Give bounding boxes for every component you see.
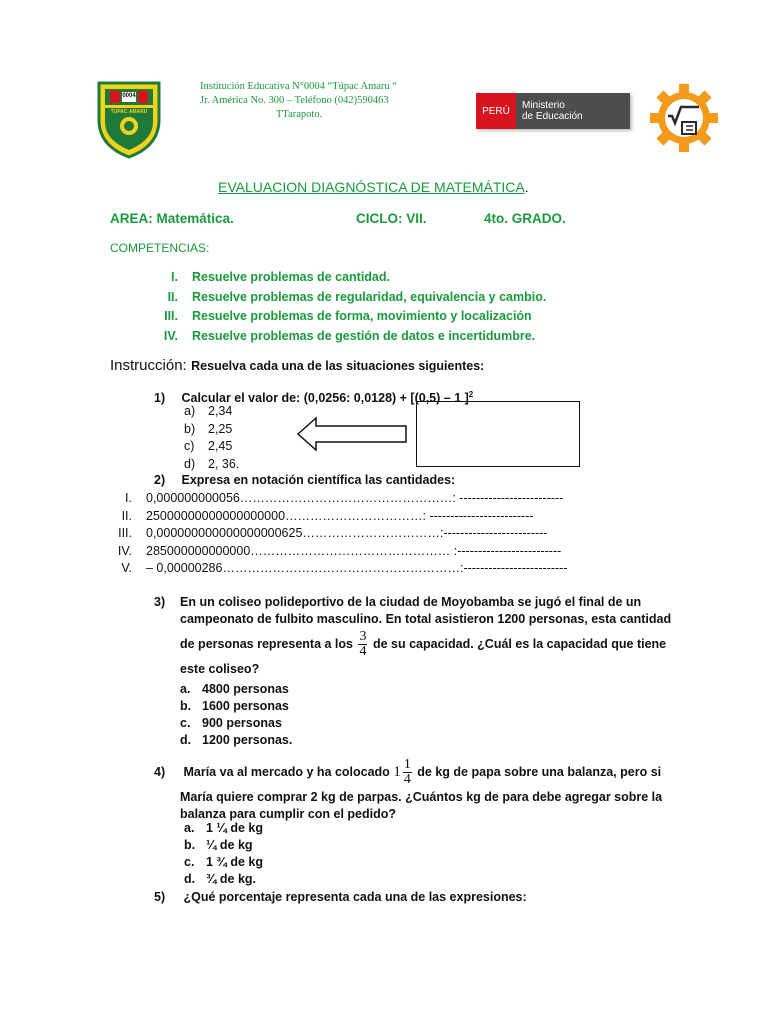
list-item: III. 0,000000000000000000625……………………………:------------------------- <box>118 526 548 540</box>
list-item: V. – 0,00000286…………………………………………………:------------------------- <box>121 561 568 575</box>
q3-options <box>180 681 292 749</box>
option-item[interactable]: a) 2,34 <box>184 404 233 418</box>
competencias-label: COMPETENCIAS: <box>110 241 210 255</box>
option-item[interactable]: c. 1 ¾ de kg <box>184 855 263 869</box>
fraction: $\frac{3}{4}$ <box>359 629 367 659</box>
question-number: 2) <box>154 473 166 487</box>
question-text: ¿Qué porcentaje representa cada una de las expresiones: <box>183 890 527 904</box>
meta-row <box>110 211 630 229</box>
math-gear-icon <box>648 82 720 154</box>
competencia-item: I. Resuelve problemas de cantidad. <box>171 270 390 284</box>
fraction: $\frac{1}{4}$ <box>403 757 411 787</box>
title-dot: . <box>524 179 529 195</box>
school-address: Jr. América No. 300 – Teléfono (042)590463 <box>200 95 389 106</box>
question-5 <box>154 889 527 906</box>
grado-label: 4to. GRADO. <box>484 211 566 226</box>
option-item[interactable]: d. 1200 personas. <box>180 733 293 747</box>
ministry-line-1: Ministerio <box>522 100 565 111</box>
competencia-item: IV. Resuelve problemas de gestión de datos e incertidumbre. <box>163 328 536 343</box>
question-text: Calcular el valor de: (0,0256: 0,0128) + [(0,5) – 1 ] <box>181 391 469 406</box>
left-arrow-icon <box>296 416 408 452</box>
area-label: AREA: Matemática. <box>110 211 234 226</box>
option-item[interactable]: b. ¼ de kg <box>184 838 253 852</box>
option-item[interactable]: d. ¾ de kg. <box>184 872 257 886</box>
option-item[interactable]: b) 2,25 <box>184 421 233 436</box>
option-item[interactable]: c) 2,45 <box>184 439 233 453</box>
instruction <box>110 357 484 375</box>
question-line: de kg de papa sobre una balanza, pero si <box>417 764 662 779</box>
option-item[interactable]: a. 1 ¼ de kg <box>184 821 263 835</box>
question-line: María quiere comprar 2 kg de parpas. ¿Cuántos kg de para debe agregar sobre la <box>180 790 663 804</box>
answer-box[interactable] <box>416 401 580 467</box>
question-line: balanza para cumplir con el pedido? <box>180 807 397 821</box>
question-line: de su capacidad. ¿Cuál es la capacidad que tiene <box>372 636 667 651</box>
ministry-logo <box>476 93 630 129</box>
exponent: 2 <box>468 390 474 399</box>
question-number: 4) <box>154 764 166 779</box>
competencia-item: II. Resuelve problemas de regularidad, equivalencia y cambio. <box>167 289 547 304</box>
ministry-name <box>516 93 630 129</box>
school-name: Institución Educativa N°0004 “Túpac Amaru “ <box>200 81 397 92</box>
question-3 <box>154 594 672 678</box>
crest-number: 0004 <box>122 93 136 99</box>
question-line: campeonato de fulbito masculino. En total asistieron 1200 personas, esta cantidad <box>180 612 672 626</box>
list-item: IV. 285000000000000………………………………………… :------------------------- <box>117 543 562 558</box>
school-city: TTarapoto. <box>276 109 323 120</box>
title-text: EVALUACION DIAGNÓSTICA DE MATEMÁTICA <box>218 179 525 195</box>
question-number: 5) <box>154 890 166 904</box>
question-2 <box>154 472 455 489</box>
mixed-number: 1 <box>393 763 401 780</box>
question-number: 3) <box>154 595 166 609</box>
q1-options <box>184 403 239 473</box>
question-line: En un coliseo polideportivo de la ciudad de Moyobamba se jugó el final de un <box>180 595 642 609</box>
instruction-label: Instrucción: <box>110 357 187 374</box>
option-item[interactable]: d) 2, 36. <box>184 456 240 471</box>
question-text: Expresa en notación científica las cantidades: <box>181 473 456 487</box>
q4-options <box>184 820 263 888</box>
option-item[interactable]: a. 4800 personas <box>180 682 289 696</box>
question-line: este coliseo? <box>180 662 260 676</box>
question-line: de personas representa a los <box>180 636 353 651</box>
option-item[interactable]: b. 1600 personas <box>180 699 289 713</box>
school-info <box>200 80 440 122</box>
list-item: I. 0,000000000056……………………………………………: ------------------------- <box>125 491 564 505</box>
option-item[interactable]: c. 900 personas <box>180 716 282 730</box>
question-4 <box>154 757 663 823</box>
instruction-text: Resuelva cada una de las situaciones siguientes: <box>191 359 485 373</box>
competencia-item: III. Resuelve problemas de forma, movimiento y localización <box>164 309 532 323</box>
ciclo-label: CICLO: VII. <box>356 211 427 226</box>
page-title <box>218 179 529 195</box>
peru-label: PERÚ <box>476 93 516 129</box>
competencias-list <box>110 268 546 346</box>
ministry-line-2: de Educación <box>522 111 583 122</box>
question-line: María va al mercado y ha colocado <box>183 764 390 779</box>
school-crest <box>96 80 162 160</box>
q2-items <box>92 490 568 578</box>
list-item: II. 25000000000000000000……………………………: ------------------------- <box>121 508 534 523</box>
question-number: 1) <box>154 391 166 406</box>
crest-motto: TUPAC AMARU <box>110 109 148 115</box>
